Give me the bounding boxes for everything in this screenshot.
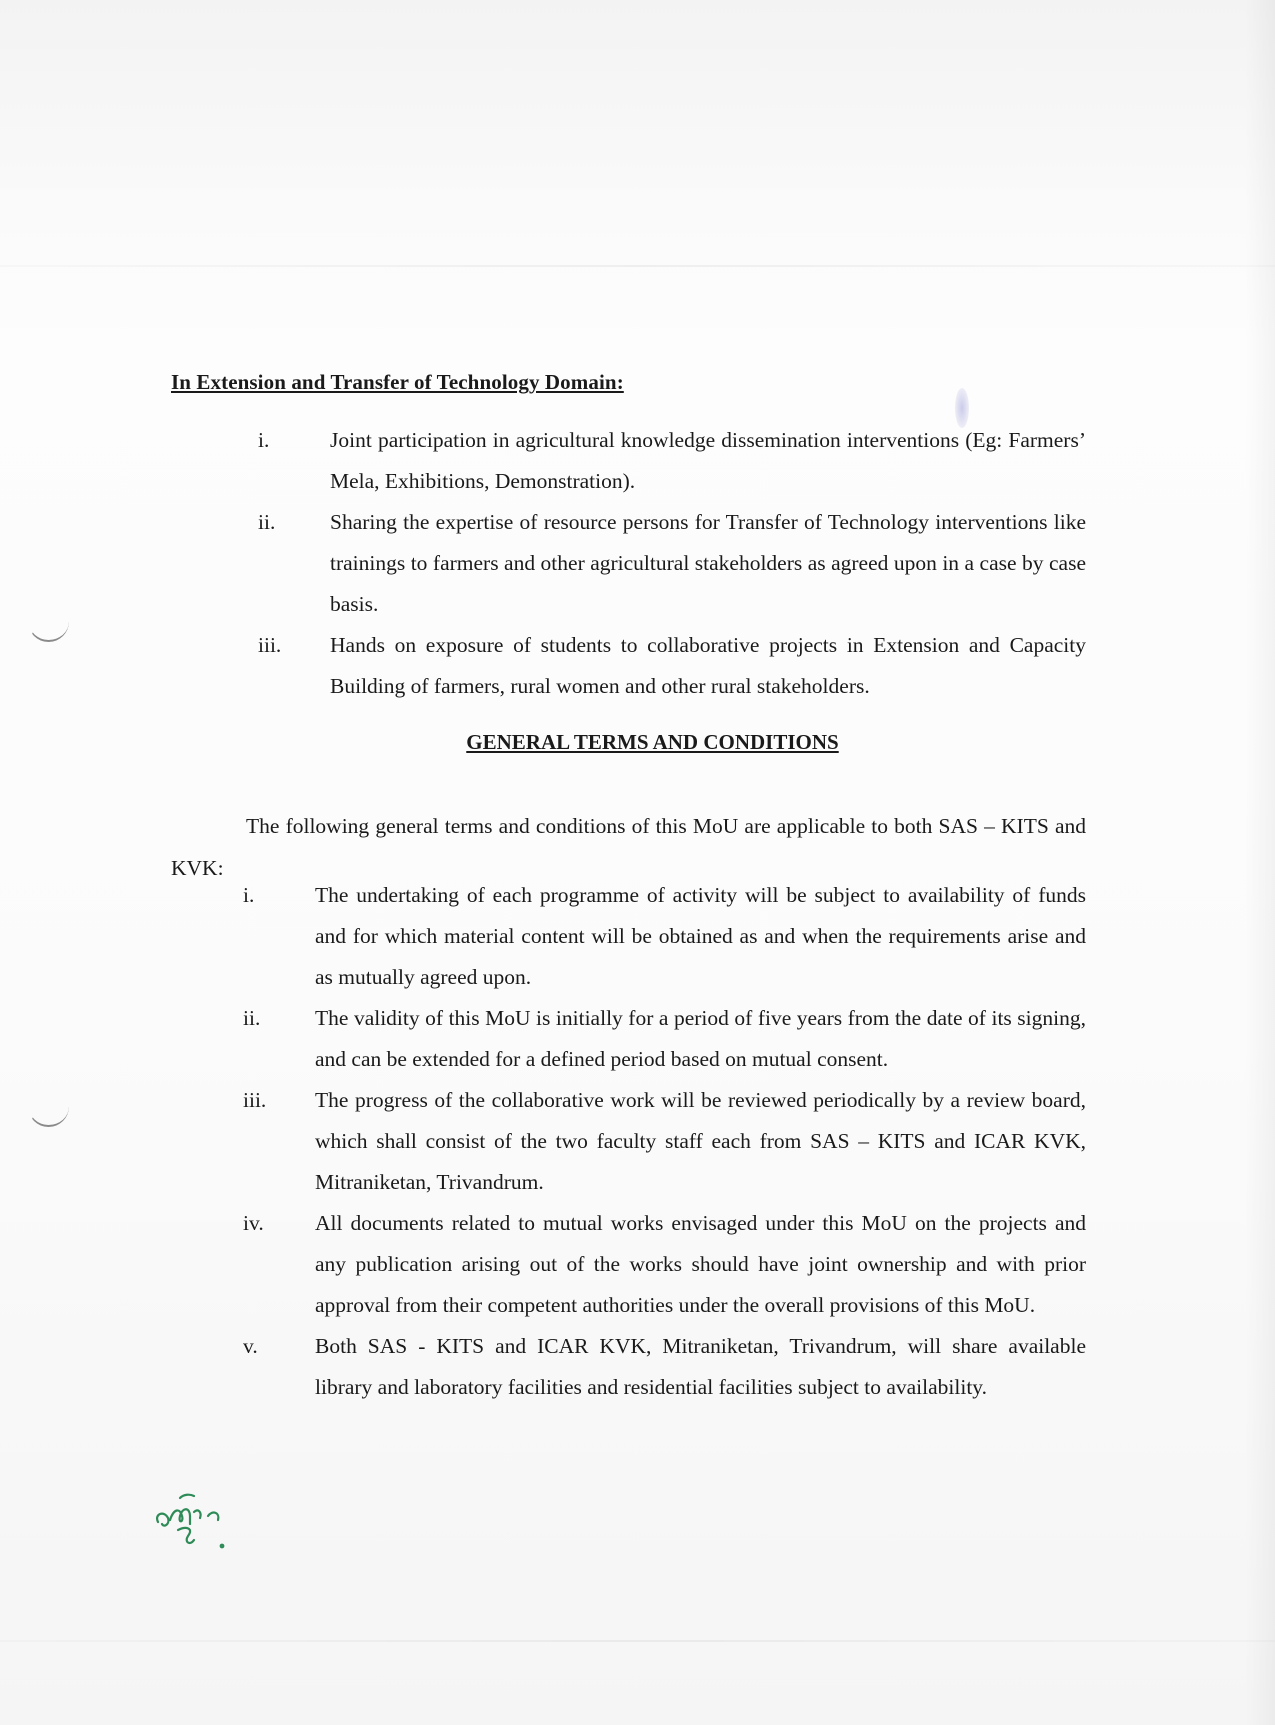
list-item-text: Sharing the expertise of resource persons for Transfer of Technology interventions like trainings to farmers and other agricultural stakeholders as agreed upon in a case by case basis.	[330, 510, 1086, 616]
extension-section-heading: In Extension and Transfer of Technology Domain:	[171, 370, 624, 394]
list-item	[243, 1080, 1086, 1203]
list-item	[243, 1326, 1086, 1408]
list-item-number: v.	[243, 1334, 258, 1358]
list-item	[243, 998, 1086, 1080]
list-item-number: ii.	[258, 510, 276, 534]
list-item-number: iii.	[243, 1088, 267, 1112]
general-terms-heading: GENERAL TERMS AND CONDITIONS	[466, 730, 839, 754]
signature-stroke	[208, 1513, 218, 1520]
list-item-text: All documents related to mutual works envisaged under this MoU on the projects and any publication arising out of the works should have joint ownership and with prior approval from their competent authorities under the overall provisions of this MoU.	[315, 1211, 1086, 1317]
signature-stroke	[178, 1528, 194, 1543]
signature-stroke	[170, 1509, 190, 1524]
list-item	[243, 875, 1086, 998]
list-item-text: Hands on exposure of students to collaborative projects in Extension and Capacity Building of farmers, rural women and other rural stakeholders.	[330, 633, 1086, 698]
list-item-number: iv.	[243, 1211, 264, 1235]
list-item-text: The undertaking of each programme of activity will be subject to availability of funds and for which material content will be obtained as and when the requirements arise and as mutually agreed upon.	[315, 883, 1086, 989]
signature-stroke	[157, 1514, 168, 1526]
list-item	[258, 420, 1086, 502]
general-terms-intro: The following general terms and conditions of this MoU are applicable to both SAS – KITS and KVK:	[171, 813, 1086, 880]
list-item-text: The progress of the collaborative work will be reviewed periodically by a review board, which shall consist of the two faculty staff each from SAS – KITS and ICAR KVK, Mitraniketan, Trivandrum.	[315, 1088, 1086, 1194]
handwritten-initials	[150, 1490, 240, 1560]
list-item-text: Both SAS - KITS and ICAR KVK, Mitraniketan, Trivandrum, will share available library and laboratory facilities and residential facilities subject to availability.	[315, 1334, 1086, 1399]
signature-stroke	[180, 1495, 194, 1498]
extension-list	[0, 420, 1275, 707]
list-item-text: The validity of this MoU is initially for a period of five years from the date of its signing, and can be extended for a defined period based on mutual consent.	[315, 1006, 1086, 1071]
list-item-number: i.	[258, 428, 270, 452]
signature-stroke	[194, 1510, 201, 1518]
list-item-number: ii.	[243, 1006, 261, 1030]
signature-stroke	[221, 1545, 224, 1548]
list-item	[258, 625, 1086, 707]
list-item	[258, 502, 1086, 625]
scan-fold-line	[0, 1640, 1275, 1642]
scan-fold-line	[0, 265, 1275, 267]
scan-edge-shadow	[1245, 0, 1275, 1725]
general-terms-list	[0, 875, 1275, 1408]
list-item-number: i.	[243, 883, 255, 907]
list-item-text: Joint participation in agricultural knowledge dissemination interventions (Eg: Farmers’ Mela, Exhibitions, Demonstration).	[330, 428, 1086, 493]
list-item-number: iii.	[258, 633, 282, 657]
list-item	[243, 1203, 1086, 1326]
